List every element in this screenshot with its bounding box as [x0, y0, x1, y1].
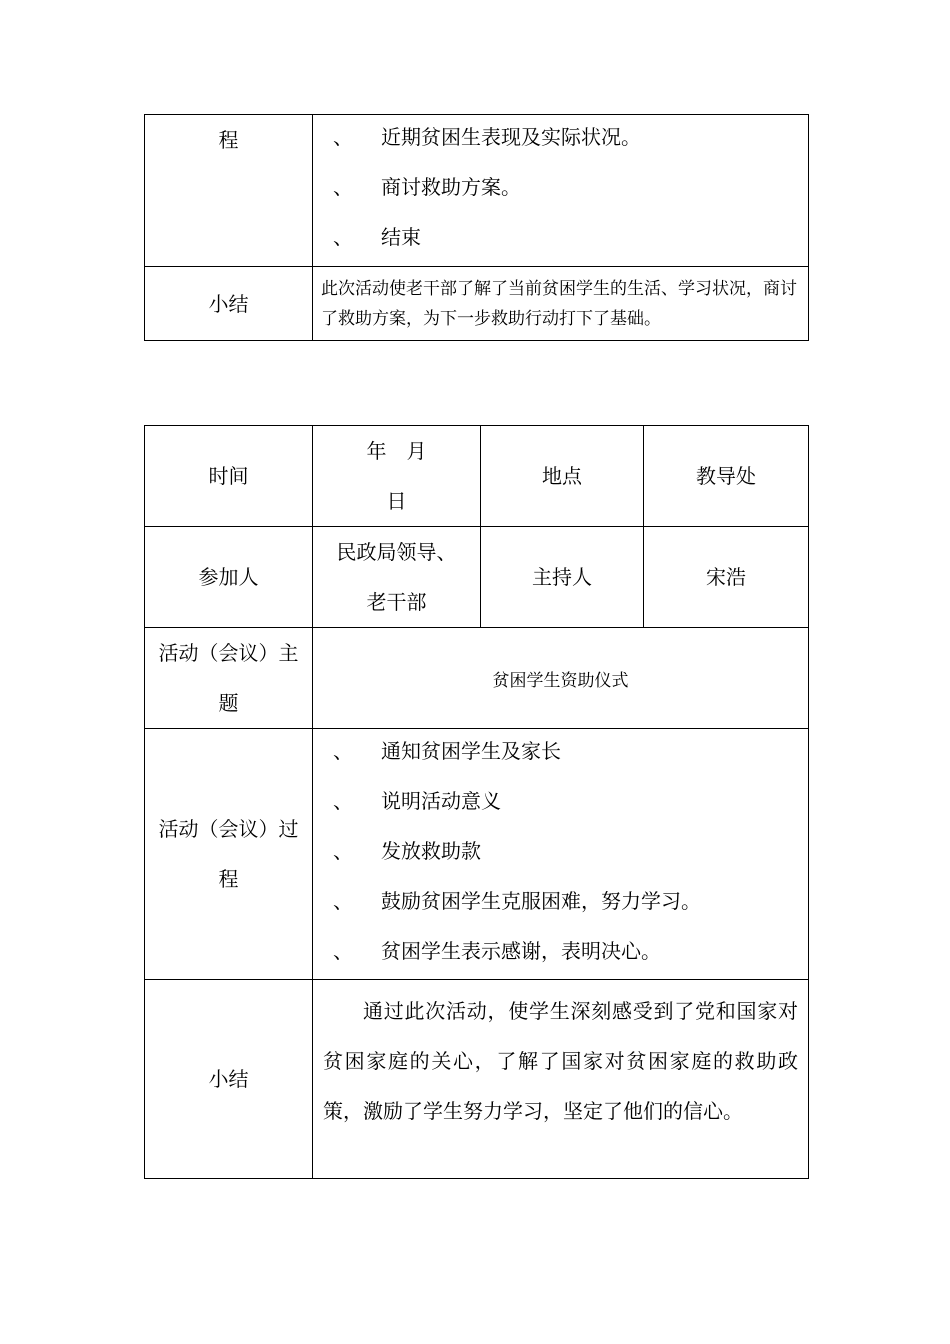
list-item: 、 鼓励贫困学生克服困难，努力学习。	[333, 889, 701, 913]
process-row	[145, 115, 809, 267]
process-label: 活动（会议）过 程	[145, 729, 313, 980]
process-list	[313, 115, 808, 265]
time-value: 年 月 日	[313, 426, 481, 527]
list-item: 、 商讨救助方案。	[333, 175, 521, 199]
process-label: 程	[145, 115, 313, 267]
summary-text: 通过此次活动，使学生深刻感受到了党和国家对贫困家庭的关心，了解了国家对贫困家庭的救助政策，激励了学生努力学习，坚定了他们的信心。	[313, 980, 809, 1179]
host-label: 主持人	[481, 527, 644, 628]
place-value: 教导处	[644, 426, 809, 527]
host-value: 宋浩	[644, 527, 809, 628]
topic-row	[145, 628, 809, 729]
place-label: 地点	[481, 426, 644, 527]
activity-record-table-2	[144, 425, 809, 1179]
summary-label: 小结	[145, 980, 313, 1179]
topic-label: 活动（会议）主 题	[145, 628, 313, 729]
participants-row	[145, 527, 809, 628]
summary-label: 小结	[145, 267, 313, 341]
list-item: 、 说明活动意义	[333, 789, 501, 813]
time-label: 时间	[145, 426, 313, 527]
list-item: 、 贫困学生表示感谢，表明决心。	[333, 939, 661, 963]
list-item: 、 发放救助款	[333, 839, 481, 863]
participants-label: 参加人	[145, 527, 313, 628]
participants-value: 民政局领导、 老干部	[313, 527, 481, 628]
list-item: 、 结束	[333, 225, 421, 249]
summary-row	[145, 267, 809, 341]
process-cell	[313, 729, 809, 980]
process-row	[145, 729, 809, 980]
list-item: 、 通知贫困学生及家长	[333, 739, 561, 763]
summary-row	[145, 980, 809, 1179]
list-item: 、 近期贫困生表现及实际状况。	[333, 125, 641, 149]
topic-value: 贫困学生资助仪式	[313, 628, 809, 729]
time-row	[145, 426, 809, 527]
process-list	[313, 729, 808, 979]
process-cell	[313, 115, 809, 267]
summary-text: 此次活动使老干部了解了当前贫困学生的生活、学习状况，商讨了救助方案，为下一步救助行动打下了基础。	[313, 267, 809, 341]
activity-record-table-1	[144, 114, 809, 341]
